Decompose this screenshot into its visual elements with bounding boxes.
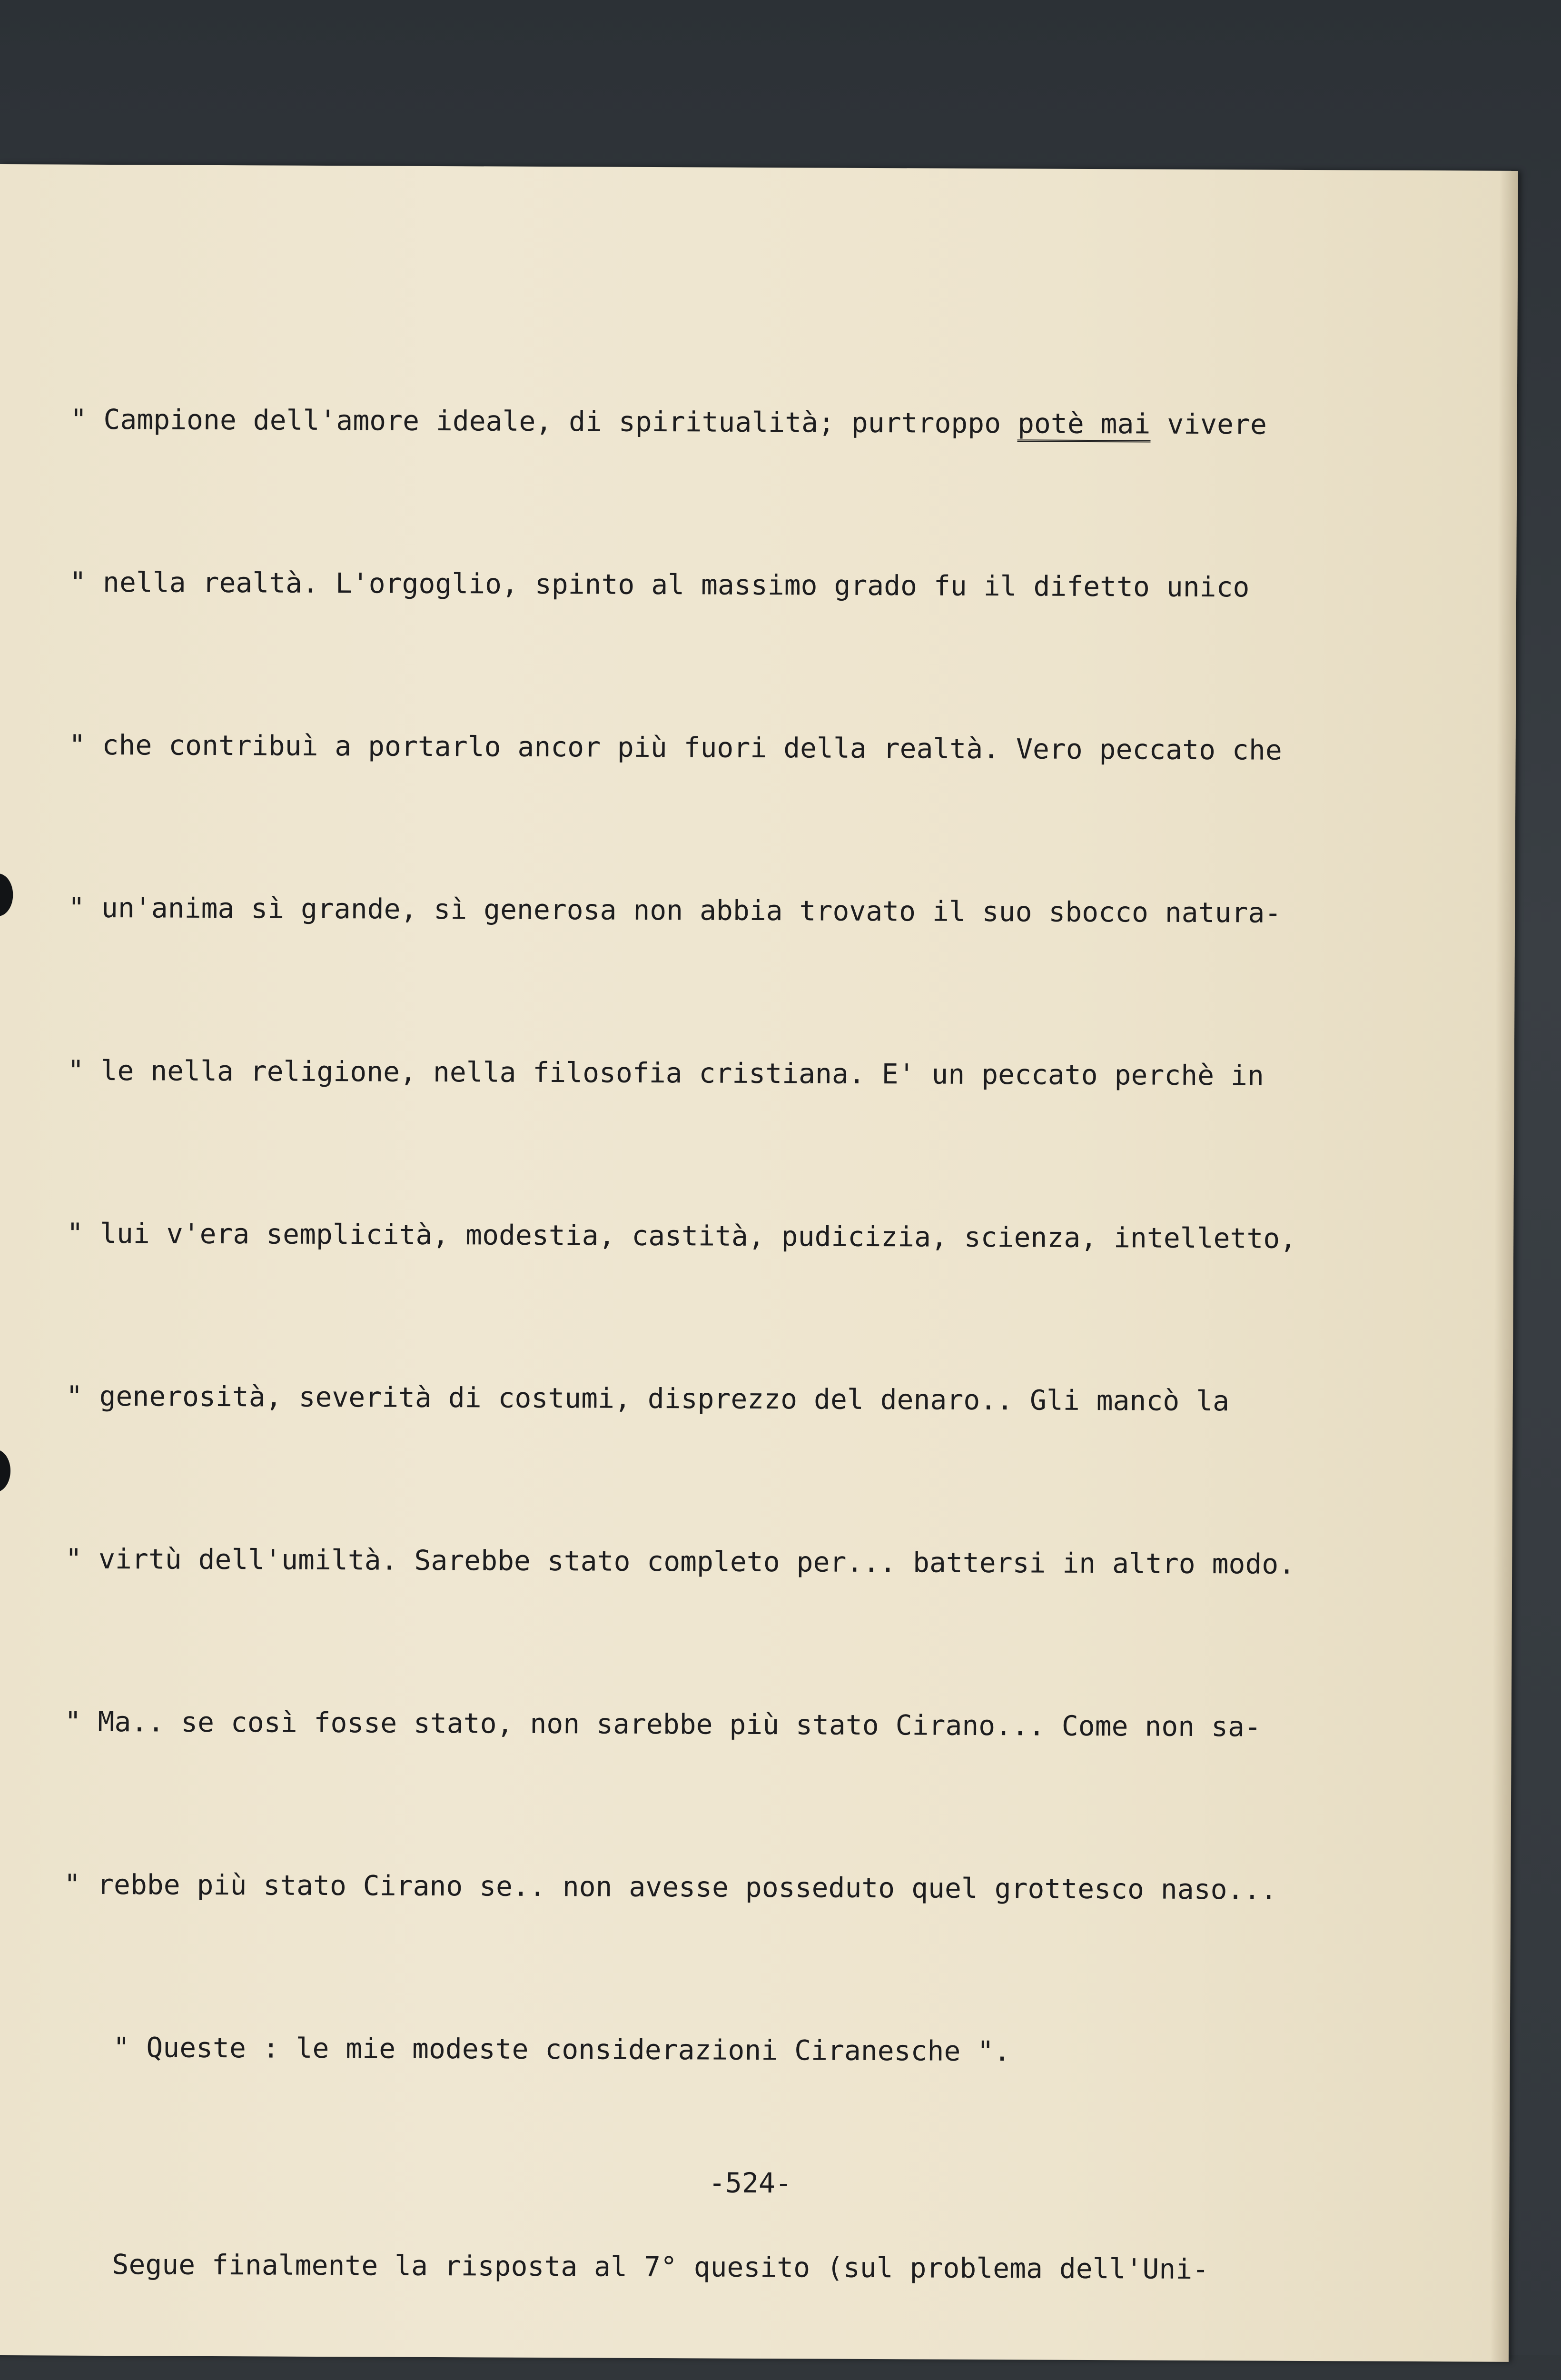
page-number: -524- — [709, 2166, 792, 2200]
text-line: " Campione dell'amore ideale, di spiritualità; purtroppo potè mai vivere — [70, 392, 1488, 453]
text-line: " generosità, severità di costumi, disprezzo del denaro.. Gli mancò la — [66, 1379, 1230, 1418]
text-line: " rebbe più stato Cirano se.. non avesse posseduto quel grottesco naso... — [64, 1868, 1277, 1906]
text-line: " virtù dell'umiltà. Sarebbe stato completo per... battersi in altro modo. — [65, 1542, 1295, 1580]
text-line: " un'anima sì grande, sì generosa non abbia trovato il suo sbocco natura- — [68, 891, 1282, 929]
text-line: " lui v'era semplicità, modestia, castità, pudicizia, scienza, intelletto, — [67, 1217, 1297, 1255]
typewritten-page — [0, 164, 1518, 2362]
punch-hole-top — [0, 873, 13, 916]
text-line: " Ma.. se così fosse stato, non sarebbe più stato Cirano... Come non sa- — [64, 1705, 1262, 1743]
page-body — [46, 284, 1489, 2380]
text-line: " nella realtà. L'orgoglio, spinto al massimo grado fu il difetto unico — [69, 565, 1250, 604]
text-line: Segue finalmente la risposta al 7° quesito (sul problema dell'Uni- — [62, 2248, 1209, 2286]
text-line: " Queste : le mie modeste considerazioni Ciranesche ". — [63, 2031, 1011, 2068]
text-line: " che contribuì a portarlo ancor più fuori della realtà. Vero peccato che — [69, 728, 1282, 766]
punch-hole-bottom — [0, 1449, 10, 1492]
text-line: " le nella religione, nella filosofia cristiana. E' un peccato perchè in — [67, 1054, 1264, 1092]
